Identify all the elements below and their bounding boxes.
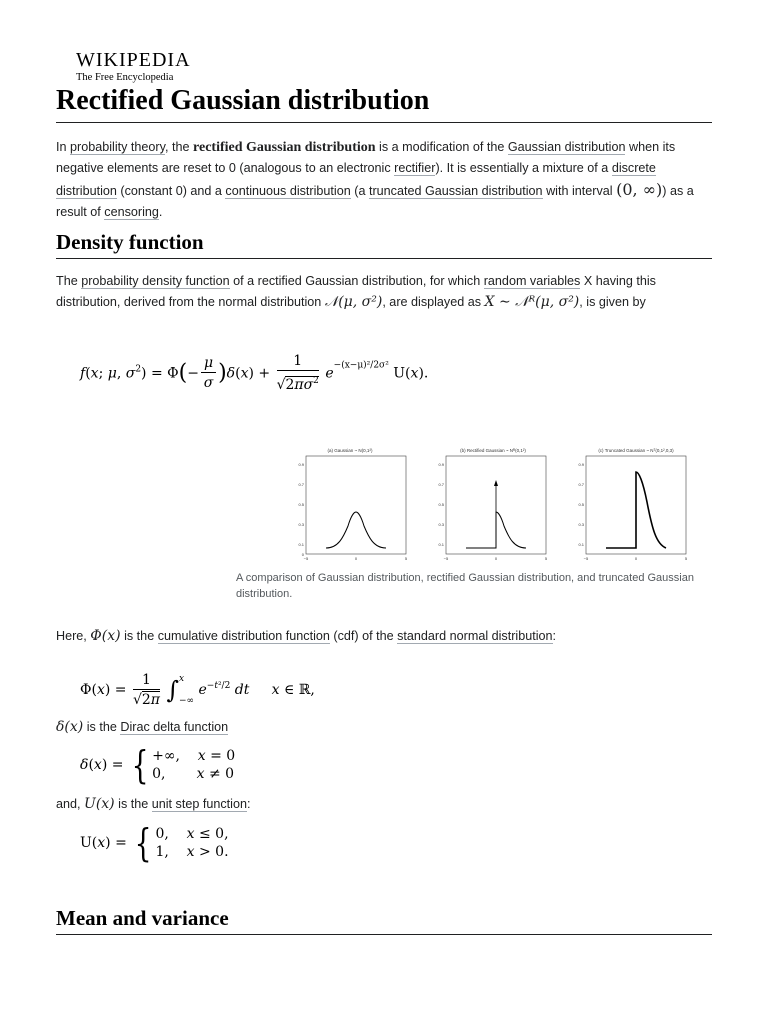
rectified-notation-math: X ∼ 𝒩ᴿ(μ, σ²) — [484, 294, 580, 310]
svg-text:0.1: 0.1 — [298, 542, 304, 547]
link-discrete-distribution[interactable]: discrete distribution — [56, 161, 656, 198]
cdf-paragraph — [56, 626, 712, 647]
text: with interval — [542, 184, 617, 198]
svg-text:5: 5 — [544, 556, 548, 561]
link-unit-step-function[interactable]: unit step function — [151, 797, 247, 811]
text: ). It is essentially a mixture of a — [435, 161, 612, 175]
link-random-variables[interactable]: random variables — [483, 274, 581, 288]
link-dirac-delta-function[interactable]: Dirac delta function — [120, 720, 229, 734]
svg-text:5: 5 — [404, 556, 408, 561]
text: is the — [114, 797, 152, 811]
link-probability-density-function[interactable]: probability density function — [81, 274, 230, 288]
link-censoring[interactable]: censoring — [104, 205, 159, 219]
intro-paragraph — [56, 137, 712, 223]
svg-text:0: 0 — [354, 556, 358, 561]
svg-text:0.5: 0.5 — [578, 502, 584, 507]
wikipedia-logo[interactable] — [76, 49, 191, 84]
logo-wordmark: WIKIPEDIA — [76, 49, 191, 71]
svg-text:0.5: 0.5 — [298, 502, 304, 507]
text: of a rectified Gaussian distribution, for which — [229, 274, 484, 288]
plot-title-gaussian: (a) Gaussian ~ N(0,1²) — [327, 448, 373, 453]
svg-text:0.9: 0.9 — [578, 462, 584, 467]
text: is the — [120, 629, 158, 643]
plot-title-rectified: (b) Rectified Gaussian ~ Nᴿ(0,1²) — [460, 448, 526, 453]
link-rectifier[interactable]: rectifier — [394, 161, 436, 175]
cdf-equation: Φ(x) = $\frac{1}{√2\pi}$ ∫ x −∞ $e^{-t^2/2}$ dt x ∈ ℝ, — [80, 671, 315, 708]
phi-math: Φ(x) — [90, 628, 121, 644]
text: In — [56, 140, 71, 154]
svg-text:0.7: 0.7 — [578, 482, 584, 487]
step-equation: U(x) = { 0, x ≤ 0, 1, x > 0. — [80, 821, 229, 865]
svg-text:0.9: 0.9 — [298, 462, 304, 467]
comparison-figure — [288, 440, 704, 562]
text: . — [158, 205, 163, 219]
text: The — [56, 274, 82, 288]
text: , is given by — [579, 295, 646, 309]
svg-text:−5: −5 — [443, 556, 449, 561]
text: (a — [350, 184, 369, 198]
density-equation: f(x; μ, $\sigma^2) = \Phi(-$ $\frac{\mu}{\sigma}$ )δ(x) + $\frac{1}{√2\pi\sigma^2}$ $e^{-(x-\mu)^2/2\sigma^2}$ U(x). — [80, 353, 429, 393]
text: , the — [165, 140, 194, 154]
text: : — [552, 629, 557, 643]
text: when its negative elements are reset to 0 (analogous to an electronic — [56, 140, 676, 175]
svg-text:0.7: 0.7 — [438, 482, 444, 487]
text: ) as a result of — [56, 184, 694, 219]
plot-truncated — [578, 448, 687, 561]
page-title: Rectified Gaussian distribution — [56, 82, 712, 123]
text: , are displayed as — [382, 295, 485, 309]
plot-title-truncated: (c) Truncated Gaussian ~ Nᵀ(0,1²,0,3) — [598, 448, 674, 453]
normal-notation-math: 𝒩(μ, σ²) — [324, 294, 383, 310]
svg-text:0.5: 0.5 — [438, 502, 444, 507]
step-paragraph — [56, 794, 712, 815]
svg-text:0: 0 — [634, 556, 638, 561]
svg-text:0.3: 0.3 — [438, 522, 444, 527]
text: (constant 0) and a — [116, 184, 226, 198]
svg-text:0.1: 0.1 — [438, 542, 444, 547]
svg-text:0.1: 0.1 — [578, 542, 584, 547]
svg-text:0.3: 0.3 — [578, 522, 584, 527]
dirac-equation: δ(x) = { +∞, x = 0 0, x ≠ 0 — [80, 743, 236, 787]
text: and, — [56, 797, 85, 811]
text: (cdf) of the — [329, 629, 398, 643]
figure-caption: A comparison of Gaussian distribution, rectified Gaussian distribution, and truncated Gaussian distribution. — [236, 572, 694, 600]
interval-math: (0, ∞) — [616, 180, 663, 199]
logo-tagline: The Free Encyclopedia — [76, 72, 174, 83]
link-gaussian-distribution[interactable]: Gaussian distribution — [507, 140, 626, 154]
svg-text:0.3: 0.3 — [298, 522, 304, 527]
text: X having this distribution, derived from the normal distribution — [56, 274, 656, 309]
svg-text:0.7: 0.7 — [298, 482, 304, 487]
plot-gaussian — [298, 448, 407, 561]
link-cumulative-distribution-function[interactable]: cumulative distribution function — [157, 629, 330, 643]
svg-text:0: 0 — [494, 556, 498, 561]
link-standard-normal-distribution[interactable]: standard normal distribution — [397, 629, 553, 643]
bold-term: rectified Gaussian distribution — [193, 140, 376, 155]
heading-density-function: Density function — [56, 227, 712, 259]
plot-rectified — [438, 448, 547, 561]
svg-text:0: 0 — [301, 552, 304, 557]
dirac-paragraph — [56, 717, 712, 738]
link-continuous-distribution[interactable]: continuous distribution — [225, 184, 351, 198]
heading-mean-and-variance: Mean and variance — [56, 903, 712, 935]
link-probability-theory[interactable]: probability theory — [70, 140, 165, 154]
density-paragraph — [56, 271, 712, 313]
svg-text:−5: −5 — [583, 556, 589, 561]
text: is a modification of the — [375, 140, 508, 154]
text: Here, — [56, 629, 91, 643]
text: : — [246, 797, 251, 811]
svg-text:5: 5 — [684, 556, 688, 561]
text: is the — [83, 720, 121, 734]
svg-text:−5: −5 — [303, 556, 309, 561]
link-truncated-gaussian[interactable]: truncated Gaussian distribution — [368, 184, 543, 198]
step-math: U(x) — [84, 796, 115, 812]
svg-text:0.9: 0.9 — [438, 462, 444, 467]
delta-math: δ(x) — [56, 719, 84, 735]
